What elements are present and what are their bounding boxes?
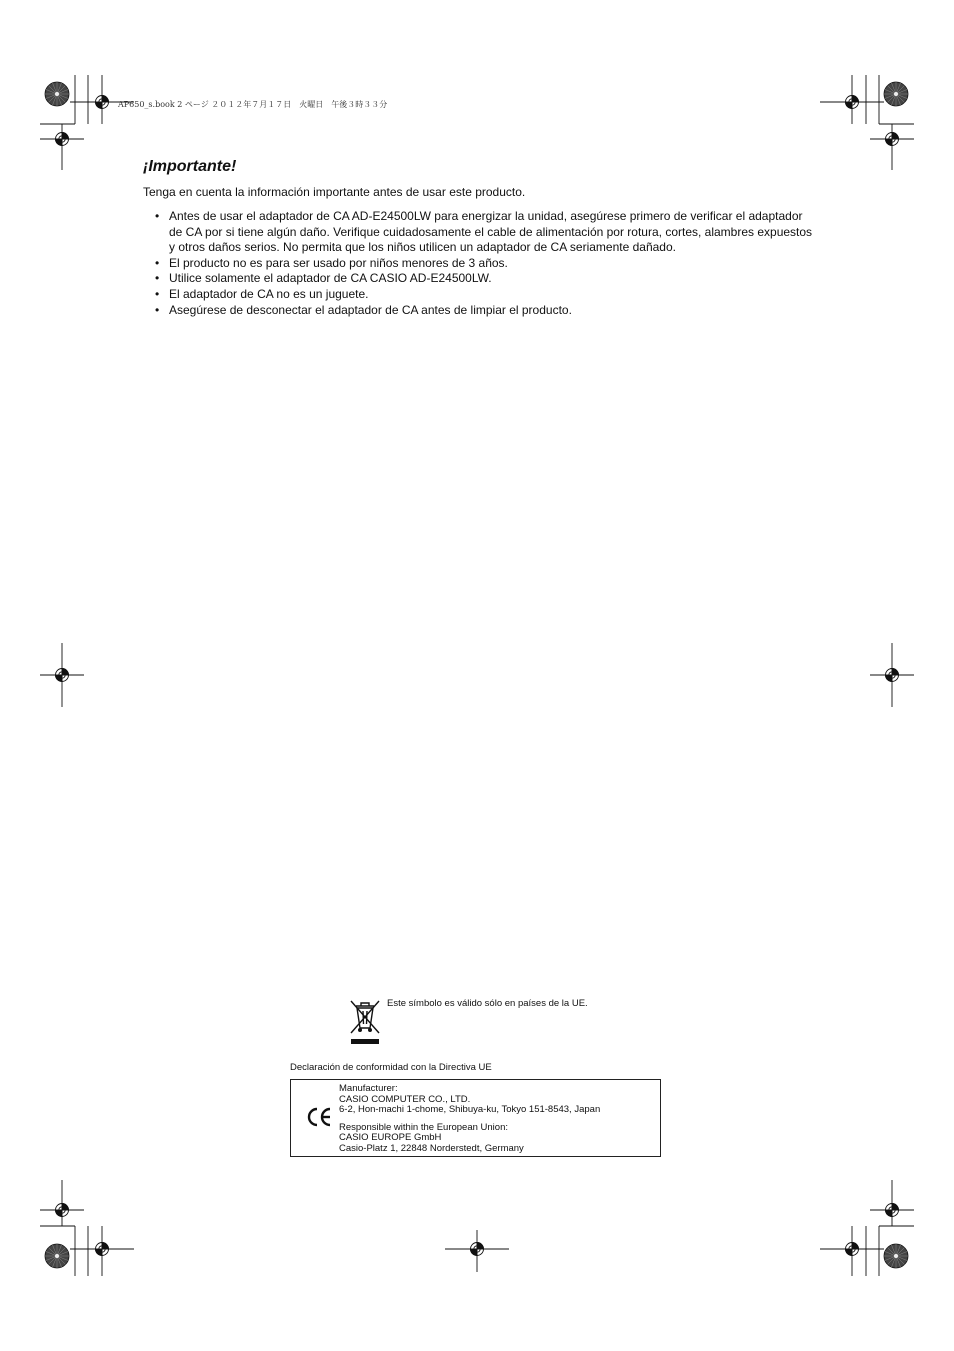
warning-list xyxy=(155,209,815,318)
bullet-icon: • xyxy=(155,209,160,223)
list-item xyxy=(155,256,815,272)
color-wheel-icon xyxy=(45,82,69,106)
list-item-text: Utilice solamente el adaptador de CA CASIO AD-E24500LW. xyxy=(169,271,492,286)
weee-notice: Este símbolo es válido sólo en países de la UE. xyxy=(387,998,588,1009)
manufacturer-address: 6-2, Hon-machi 1-chome, Shibuya-ku, Tokyo 151-8543, Japan xyxy=(339,1104,601,1116)
bullet-icon: • xyxy=(155,255,160,270)
bullet-icon: • xyxy=(155,271,160,286)
registration-target-icon xyxy=(56,669,69,682)
declaration-details xyxy=(339,1084,600,1155)
registration-target-icon xyxy=(886,1204,899,1217)
ce-mark-icon xyxy=(305,1106,333,1128)
list-item xyxy=(155,209,815,256)
bullet-icon: • xyxy=(155,302,160,317)
list-item xyxy=(155,287,815,303)
color-wheel-icon xyxy=(884,82,908,106)
registration-target-icon xyxy=(56,1204,69,1217)
section-title: ¡Importante! xyxy=(143,158,237,175)
list-item-text: El adaptador de CA no es un juguete. xyxy=(169,286,369,301)
color-wheel-icon xyxy=(884,1244,908,1268)
registration-target-icon xyxy=(846,96,859,109)
registration-target-icon xyxy=(471,1243,484,1256)
list-item-text: Antes de usar el adaptador de CA AD-E24500LW para energizar la unidad, asegúrese primero de verificar el adaptador de CA por si tiene algún daño. Verifique cuidadosamente el cable de alimentación por rotura, cortes, alambres expuestos y otros daños serios. No permita que los niños utilicen un adaptador de CA seriamente dañado. xyxy=(169,209,813,255)
list-item xyxy=(155,303,815,319)
registration-target-icon xyxy=(96,96,109,109)
eu-representative-label: Responsible within the European Union: xyxy=(339,1121,508,1133)
declaration-title: Declaración de conformidad con la Directiva UE xyxy=(290,1062,492,1073)
intro-text: Tenga en cuenta la información importante antes de usar este producto. xyxy=(143,185,526,199)
eu-representative-address: Casio-Platz 1, 22848 Norderstedt, Germany xyxy=(339,1142,524,1154)
color-wheel-icon xyxy=(45,1244,69,1268)
registration-target-icon xyxy=(96,1243,109,1256)
list-item-text: El producto no es para ser usado por niños menores de 3 años. xyxy=(169,255,508,270)
list-item xyxy=(155,271,815,287)
manufacturer-name: CASIO COMPUTER CO., LTD. xyxy=(339,1093,471,1105)
registration-target-icon xyxy=(846,1243,859,1256)
list-item-text: Asegúrese de desconectar el adaptador de CA antes de limpiar el producto. xyxy=(169,302,572,317)
registration-target-icon xyxy=(56,133,69,146)
print-header: AP650_s.book 2 ページ ２０１２年７月１７日 火曜日 午後３時３３分 xyxy=(118,100,388,109)
registration-target-icon xyxy=(886,669,899,682)
bullet-icon: • xyxy=(155,286,160,301)
crossed-out-wheelie-bin-icon xyxy=(348,997,382,1045)
declaration-box xyxy=(290,1079,661,1157)
registration-target-icon xyxy=(886,133,899,146)
eu-representative-name: CASIO EUROPE GmbH xyxy=(339,1132,442,1144)
manufacturer-label: Manufacturer: xyxy=(339,1083,398,1094)
